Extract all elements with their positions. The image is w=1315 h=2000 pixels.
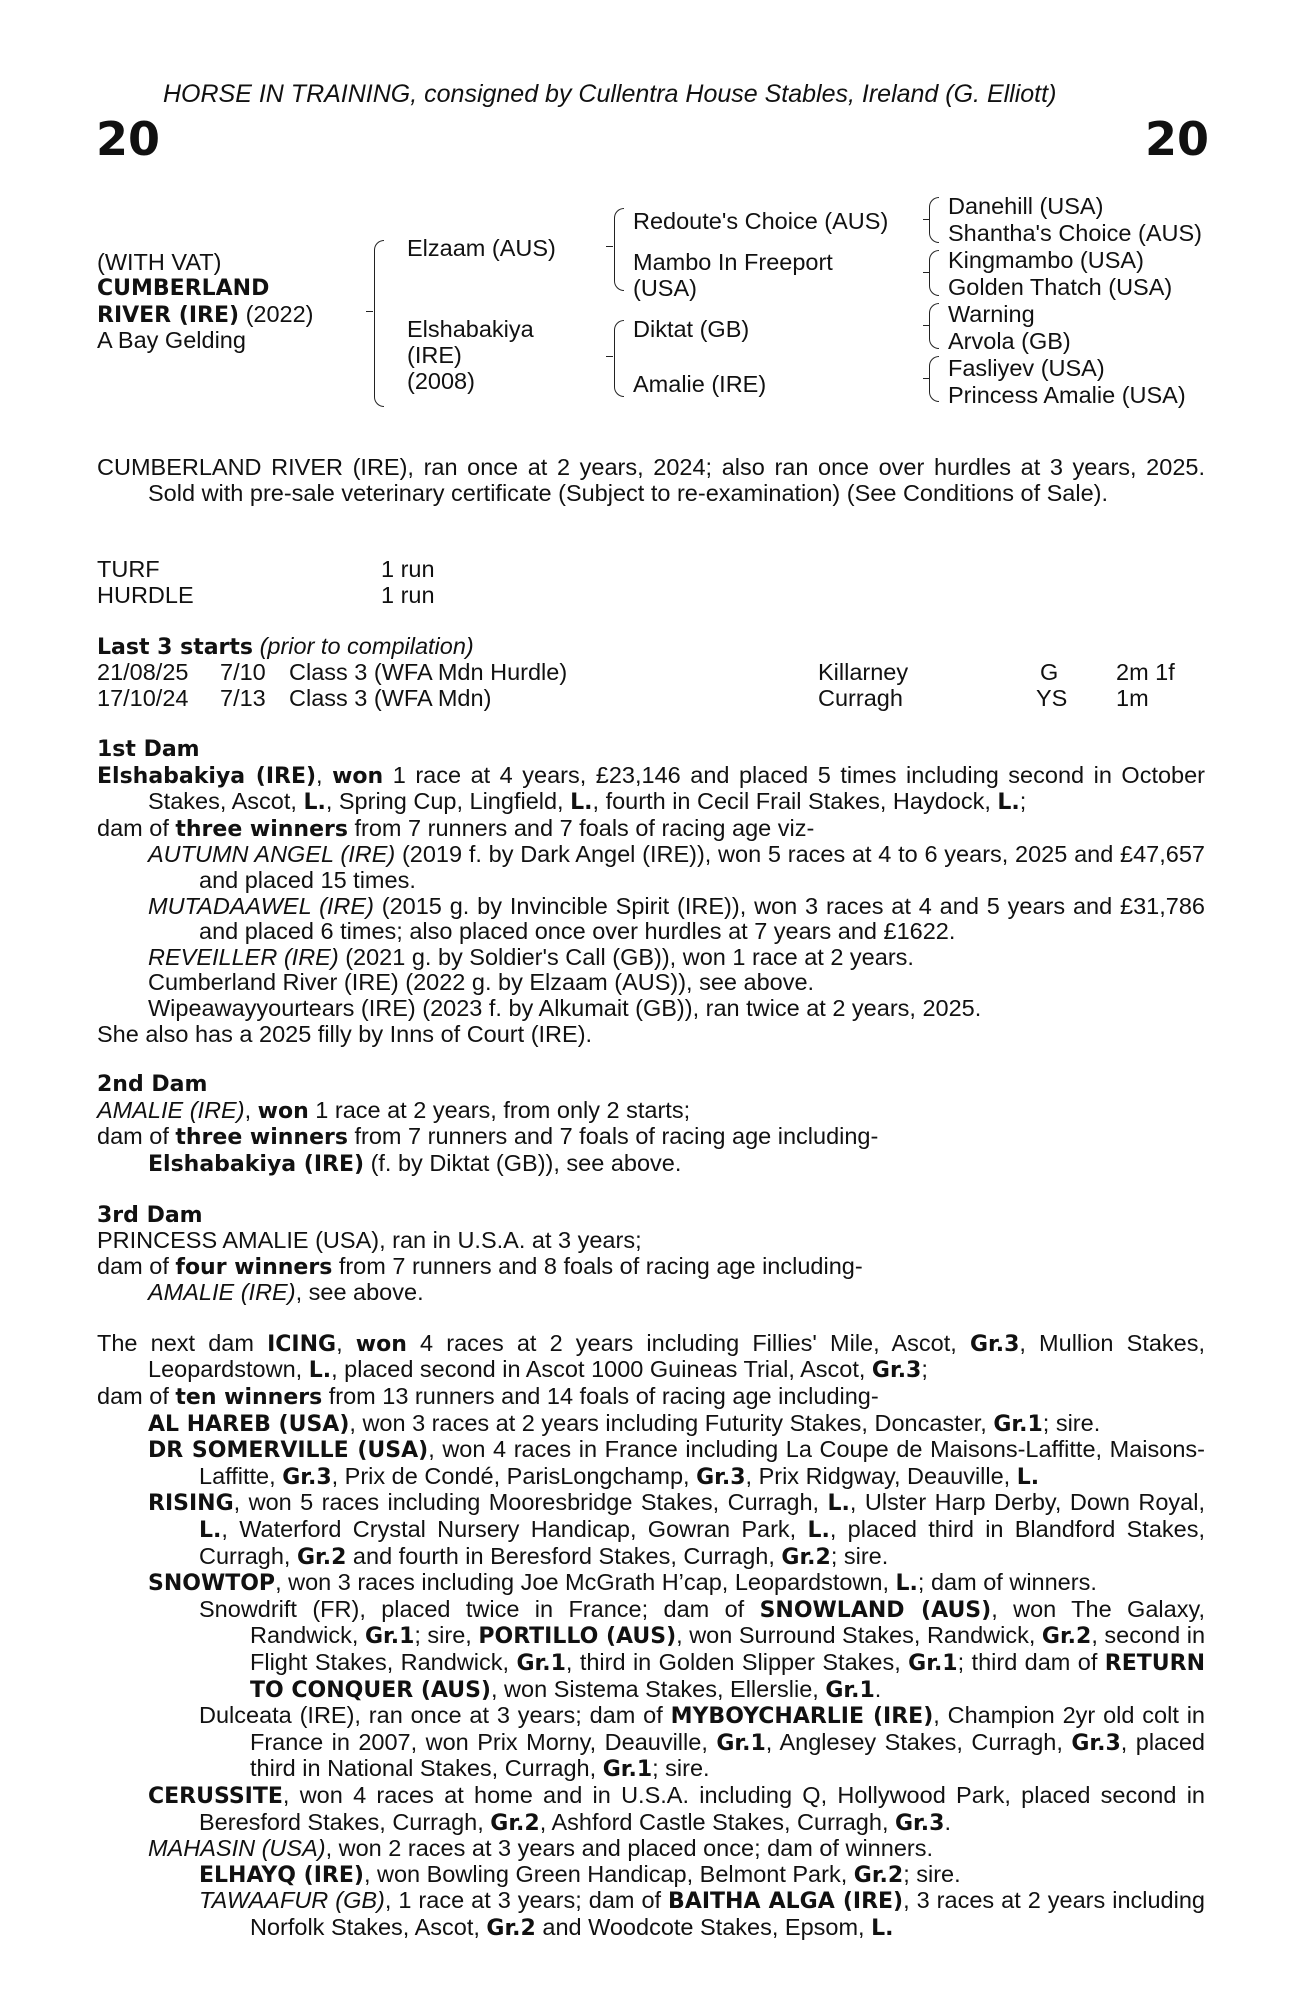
dam1-won: won [332, 763, 384, 789]
record-hurdle-label: HURDLE [97, 582, 194, 608]
dam3-heading: 3rd Dam [97, 1202, 203, 1228]
dam3-produce-1: AMALIE (IRE), see above. [148, 1279, 424, 1306]
dam2-produce-1: Elshabakiya (IRE) (f. by Diktat (GB)), see above. [148, 1149, 682, 1177]
dam-sections [97, 737, 1205, 1942]
pedigree-dam-sire: Diktat (GB) [633, 316, 750, 342]
start-row-1-dist: 2m 1f [1116, 659, 1175, 685]
lot-number-left: 20 [96, 112, 161, 166]
pedigree-brace-g3d-bottom [929, 378, 939, 402]
pedigree-brace-g3c-bottom [929, 325, 939, 349]
start-row-2-race: Class 3 (WFA Mdn) [289, 685, 492, 711]
dam3-record: PRINCESS AMALIE (USA), ran in U.S.A. at 3 years; [97, 1227, 642, 1254]
nextdam-produce-intro: dam of ten winners from 13 runners and 14 foals of racing age including- [97, 1383, 879, 1411]
vat-note: (WITH VAT) [97, 249, 222, 275]
start-row-1-race: Class 3 (WFA Mdn Hurdle) [289, 659, 568, 685]
nextdam-record: The next dam ICING, won 4 races at 2 years including Fillies' Mile, Ascot, Gr.3, Mullion Stakes, Leopardstown, L., placed second in Ascot 1000 Guineas Trial, Ascot, Gr.3; [97, 1329, 1206, 1384]
summary-text: CUMBERLAND RIVER (IRE), ran once at 2 years, 2024; also ran once over hurdles at 3 years, 2025. Sold with pre-sale veterinary certificate (Subject to re-examination) (See Conditions of Sale). [97, 454, 1205, 506]
pedigree-dam-line1: Elshabakiya [407, 316, 534, 342]
pedigree-brace-g3d-top [929, 356, 939, 379]
horse-name-line2 [97, 302, 314, 329]
start-row-2-date: 17/10/24 [97, 685, 189, 711]
produce-elhayq: ELHAYQ (IRE), won Bowling Green Handicap, Belmont Park, Gr.2; sire. [199, 1860, 961, 1888]
dam1-name: Elshabakiya (IRE) [97, 763, 317, 789]
dam3-produce-intro: dam of four winners from 7 runners and 8 foals of racing age including- [97, 1252, 863, 1280]
pedigree-brace-g3c-tip [923, 325, 930, 326]
pedigree-g3-7: Fasliyev (USA) [948, 355, 1105, 381]
start-row-2-going: YS [1036, 685, 1068, 711]
pedigree-brace-g3b-top [929, 250, 939, 273]
start-row-1-going: G [1040, 659, 1059, 685]
horse-name-line1: CUMBERLAND [97, 276, 270, 301]
produce-al-hareb: AL HAREB (USA), won 3 races at 2 years including Futurity Stakes, Doncaster, Gr.1; sire. [148, 1409, 1101, 1437]
pedigree-g3-6: Arvola (GB) [948, 328, 1071, 354]
pedigree-dam-line3: (2008) [407, 368, 475, 394]
produce-rising: RISING, won 5 races including Mooresbridge Stakes, Curragh, L., Ulster Harp Derby, Down Royal, L., Waterford Crystal Nursery Handicap, Gowran Park, L., placed third in Blandford Stakes, Curragh, Gr.2 and fourth in Beresford Stakes, Curragh, Gr.2; sire. [148, 1489, 1206, 1570]
dam1-produce-3: REVEILLER (IRE) (2021 g. by Soldier's Call (GB)), won 1 race at 2 years. [148, 943, 914, 970]
horse-description: A Bay Gelding [97, 327, 246, 353]
pedigree-g3-1: Danehill (USA) [948, 193, 1104, 219]
pedigree-brace-g3b-tip [923, 272, 930, 273]
produce-dulceata: Dulceata (IRE), ran once at 3 years; dam of MYBOYCHARLIE (IRE), Champion 2yr old colt in France in 2007, won Prix Morny, Deauville, Gr.1, Anglesey Stakes, Curragh, Gr.3, placed third in National Stakes, Curragh, Gr.1; sire. [199, 1702, 1206, 1783]
pedigree-brace-sire-tip [606, 246, 613, 247]
produce-snowtop: SNOWTOP, won 3 races including Joe McGrath H’cap, Leopardstown, L.; dam of winners. [148, 1569, 1097, 1597]
dam1-produce-2: MUTADAAWEL (IRE) (2015 g. by Invincible Spirit (IRE)), won 3 races at 4 and 5 years and £31,786 and placed 6 times; also placed once over hurdles at 7 years and £1622. [148, 892, 1205, 945]
produce-snowdrift: Snowdrift (FR), placed twice in France; dam of SNOWLAND (AUS), won The Galaxy, Randwick, Gr.1; sire, PORTILLO (AUS), won Surround Stakes, Randwick, Gr.2, second in Flight Stakes, Randwick, Gr.1, third in Golden Slipper Stakes, Gr.1; third dam of RETURN TO CONQUER (AUS), won Sistema Stakes, Ellerslie, Gr.1. [199, 1595, 1206, 1703]
pedigree-brace-sire-bottom [614, 246, 624, 291]
pedigree-brace-dam-tip [606, 356, 613, 357]
pedigree-g3-8: Princess Amalie (USA) [948, 382, 1186, 408]
dam1-produce-5: Wipeawayyourtears (IRE) (2023 f. by Alkumait (GB)), ran twice at 2 years, 2025. [148, 994, 982, 1021]
pedigree-sire-sire: Redoute's Choice (AUS) [633, 208, 889, 234]
pedigree-brace-sire-top [614, 208, 624, 247]
record-turf-label: TURF [97, 556, 160, 582]
dam1-also: She also has a 2025 filly by Inns of Court (IRE). [97, 1020, 593, 1047]
pedigree-dam-dam: Amalie (IRE) [633, 371, 767, 397]
dam1-heading: 1st Dam [97, 737, 200, 762]
pedigree-brace-g3c-top [929, 303, 939, 326]
dam2-produce-intro: dam of three winners from 7 runners and 7 foals of racing age including- [97, 1123, 879, 1151]
page-header: HORSE IN TRAINING, consigned by Cullentra House Stables, Ireland (G. Elliott) [163, 80, 1057, 108]
last-starts-note: (prior to compilation) [259, 633, 474, 659]
last-starts-title: Last 3 starts [97, 635, 254, 660]
pedigree-brace-g3d-tip [923, 378, 930, 379]
lot-number-right: 20 [1145, 112, 1210, 166]
pedigree-g3-4: Golden Thatch (USA) [948, 274, 1173, 300]
pedigree-g3-5: Warning [948, 301, 1035, 327]
start-row-1-date: 21/08/25 [97, 659, 189, 685]
pedigree-sire-dam-line1: Mambo In Freeport [633, 249, 833, 275]
pedigree-brace-g3a-tip [923, 219, 930, 220]
horse-name-line2-text: RIVER (IRE) [97, 303, 240, 328]
produce-cerussite: CERUSSITE, won 4 races at home and in U.S.A. including Q, Hollywood Park, placed second in Beresford Stakes, Curragh, Gr.2, Ashford Castle Stakes, Curragh, Gr.3. [148, 1781, 1205, 1836]
produce-mahasin: MAHASIN (USA), won 2 races at 3 years and placed once; dam of winners. [148, 1835, 933, 1862]
summary-block [97, 455, 1205, 506]
pedigree-brace-gen1-top [374, 240, 384, 312]
pedigree-dam-line2: (IRE) [407, 342, 462, 368]
last-starts-heading [97, 634, 474, 661]
start-row-1-course: Killarney [818, 659, 909, 685]
pedigree-g3-3: Kingmambo (USA) [948, 247, 1144, 273]
pedigree-brace-dam-bottom [614, 356, 624, 397]
dam2-record: AMALIE (IRE), won 1 race at 2 years, from only 2 starts; [97, 1096, 691, 1124]
dam1-record: Elshabakiya (IRE), won 1 race at 4 years, £23,146 and placed 5 times including second in October Stakes, Ascot, L., Spring Cup, Lingfield, L., fourth in Cecil Frail Stakes, Haydock, L.; [97, 761, 1206, 816]
pedigree-sire: Elzaam (AUS) [407, 235, 556, 261]
record-turf-runs: 1 run [381, 556, 435, 582]
dam1-produce-4: Cumberland River (IRE) (2022 g. by Elzaam (AUS)), see above. [148, 969, 815, 996]
record-hurdle-runs: 1 run [381, 582, 435, 608]
start-row-2-course: Curragh [818, 685, 903, 711]
pedigree-brace-g3b-bottom [929, 272, 939, 296]
pedigree-brace-dam-top [614, 320, 624, 357]
horse-year: (2022) [245, 301, 314, 327]
pedigree-brace-g3a-bottom [929, 219, 939, 243]
dam2-heading: 2nd Dam [97, 1072, 208, 1098]
pedigree-brace-gen1-tip [366, 311, 373, 312]
produce-tawaafur: TAWAAFUR (GB), 1 race at 3 years; dam of BAITHA ALGA (IRE), 3 races at 2 years including Norfolk Stakes, Ascot, Gr.2 and Woodcote Stakes, Epsom, L. [199, 1887, 1205, 1941]
dam1-produce-1: AUTUMN ANGEL (IRE) (2019 f. by Dark Angel (IRE)), won 5 races at 4 to 6 years, 2025 and £47,657 and placed 15 times. [148, 841, 1205, 893]
dam1-produce-intro: dam of three winners from 7 runners and 7 foals of racing age viz- [97, 814, 815, 842]
start-row-1-pos: 7/10 [220, 659, 266, 685]
produce-dr-somerville: DR SOMERVILLE (USA), won 4 races in France including La Coupe de Maisons-Laffitte, Maisons-Laffitte, Gr.3, Prix de Condé, ParisLongchamp, Gr.3, Prix Ridgway, Deauville, L. [148, 1436, 1205, 1490]
pedigree-brace-gen1-bottom [374, 311, 384, 407]
pedigree-sire-dam-line2: (USA) [633, 275, 697, 301]
pedigree-g3-2: Shantha's Choice (AUS) [948, 220, 1202, 246]
pedigree-brace-g3a-top [929, 197, 939, 220]
start-row-2-pos: 7/13 [220, 685, 266, 711]
start-row-2-dist: 1m [1116, 685, 1149, 711]
